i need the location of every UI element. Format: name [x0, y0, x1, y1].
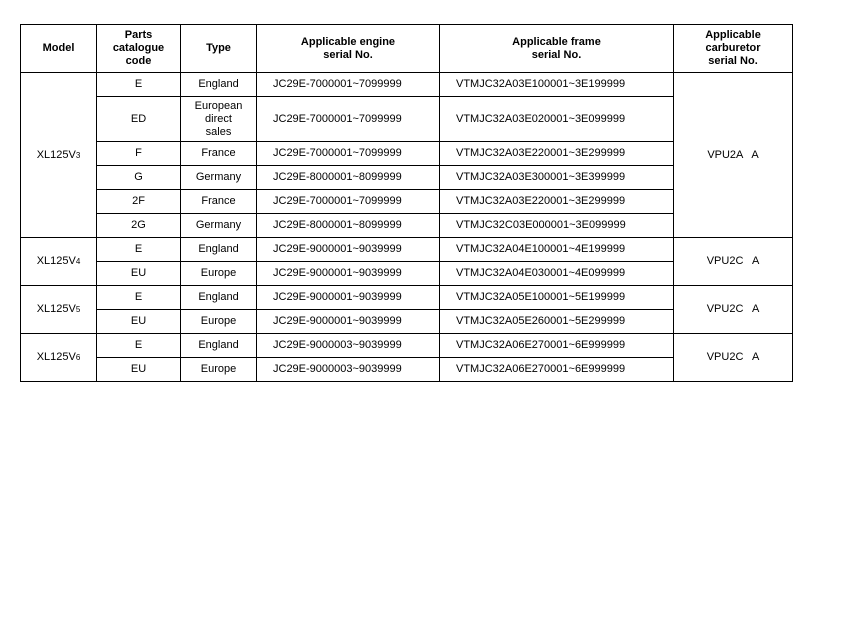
parts-code-cell: E: [97, 238, 181, 262]
parts-code-cell: 2F: [97, 190, 181, 214]
table-row: [21, 73, 793, 97]
engine-serial-cell: JC29E-9000001~9039999: [257, 262, 440, 286]
frame-serial-cell: VTMJC32A03E300001~3E399999: [440, 166, 674, 190]
model-version: 6: [75, 353, 81, 362]
type-cell: Europe: [181, 262, 257, 286]
frame-serial-cell: VTMJC32A04E100001~4E199999: [440, 238, 674, 262]
frame-serial-cell: VTMJC32A03E220001~3E299999: [440, 190, 674, 214]
type-cell: Germany: [181, 214, 257, 238]
carburetor-serial-cell: VPU2C A: [674, 334, 793, 382]
engine-serial-cell: JC29E-9000003~9039999: [257, 334, 440, 358]
table-row: [21, 286, 793, 310]
parts-code-cell: G: [97, 166, 181, 190]
model-version: 4: [75, 257, 81, 266]
engine-serial-cell: JC29E-8000001~8099999: [257, 166, 440, 190]
parts-code-cell: E: [97, 286, 181, 310]
header-row: [21, 25, 793, 73]
type-cell: England: [181, 238, 257, 262]
engine-serial-cell: JC29E-9000001~9039999: [257, 238, 440, 262]
frame-serial-cell: VTMJC32A03E100001~3E199999: [440, 73, 674, 97]
model-version: 3: [75, 150, 81, 160]
parts-code-cell: ED: [97, 97, 181, 142]
frame-serial-cell: VTMJC32A06E270001~6E999999: [440, 358, 674, 382]
model-version: 5: [75, 305, 81, 314]
parts-code-cell: EU: [97, 262, 181, 286]
header-carburetor-serial: Applicable carburetor serial No.: [674, 25, 793, 73]
frame-serial-cell: VTMJC32C03E000001~3E099999: [440, 214, 674, 238]
type-cell: England: [181, 286, 257, 310]
frame-serial-cell: VTMJC32A03E220001~3E299999: [440, 142, 674, 166]
table-row: [21, 238, 793, 262]
header-parts-code: Parts catalogue code: [97, 25, 181, 73]
frame-serial-cell: VTMJC32A05E260001~5E299999: [440, 310, 674, 334]
model-cell: XL125V4: [21, 238, 97, 286]
parts-code-cell: EU: [97, 358, 181, 382]
carburetor-serial-cell: VPU2A A: [674, 73, 793, 238]
type-cell: European direct sales: [181, 97, 257, 142]
engine-serial-cell: JC29E-7000001~7099999: [257, 190, 440, 214]
table-body: [21, 73, 793, 382]
frame-serial-cell: VTMJC32A06E270001~6E999999: [440, 334, 674, 358]
engine-serial-cell: JC29E-8000001~8099999: [257, 214, 440, 238]
parts-code-cell: F: [97, 142, 181, 166]
header-engine-serial: Applicable engine serial No.: [257, 25, 440, 73]
engine-serial-cell: JC29E-9000001~9039999: [257, 310, 440, 334]
model-cell: XL125V3: [21, 73, 97, 238]
carburetor-serial-cell: VPU2C A: [674, 238, 793, 286]
engine-serial-cell: JC29E-7000001~7099999: [257, 73, 440, 97]
type-cell: Europe: [181, 358, 257, 382]
type-cell: France: [181, 142, 257, 166]
engine-serial-cell: JC29E-9000003~9039999: [257, 358, 440, 382]
frame-serial-cell: VTMJC32A04E030001~4E099999: [440, 262, 674, 286]
frame-serial-cell: VTMJC32A03E020001~3E099999: [440, 97, 674, 142]
engine-serial-cell: JC29E-7000001~7099999: [257, 97, 440, 142]
engine-serial-cell: JC29E-7000001~7099999: [257, 142, 440, 166]
model-cell: XL125V5: [21, 286, 97, 334]
type-cell: France: [181, 190, 257, 214]
header-type: Type: [181, 25, 257, 73]
engine-serial-cell: JC29E-9000001~9039999: [257, 286, 440, 310]
parts-code-cell: E: [97, 334, 181, 358]
parts-code-cell: E: [97, 73, 181, 97]
type-cell: Europe: [181, 310, 257, 334]
table-row: [21, 334, 793, 358]
serial-number-table: [20, 24, 793, 382]
header-frame-serial: Applicable frame serial No.: [440, 25, 674, 73]
parts-code-cell: EU: [97, 310, 181, 334]
header-model: Model: [21, 25, 97, 73]
model-cell: XL125V6: [21, 334, 97, 382]
type-cell: England: [181, 73, 257, 97]
frame-serial-cell: VTMJC32A05E100001~5E199999: [440, 286, 674, 310]
type-cell: Germany: [181, 166, 257, 190]
carburetor-serial-cell: VPU2C A: [674, 286, 793, 334]
parts-code-cell: 2G: [97, 214, 181, 238]
type-cell: England: [181, 334, 257, 358]
